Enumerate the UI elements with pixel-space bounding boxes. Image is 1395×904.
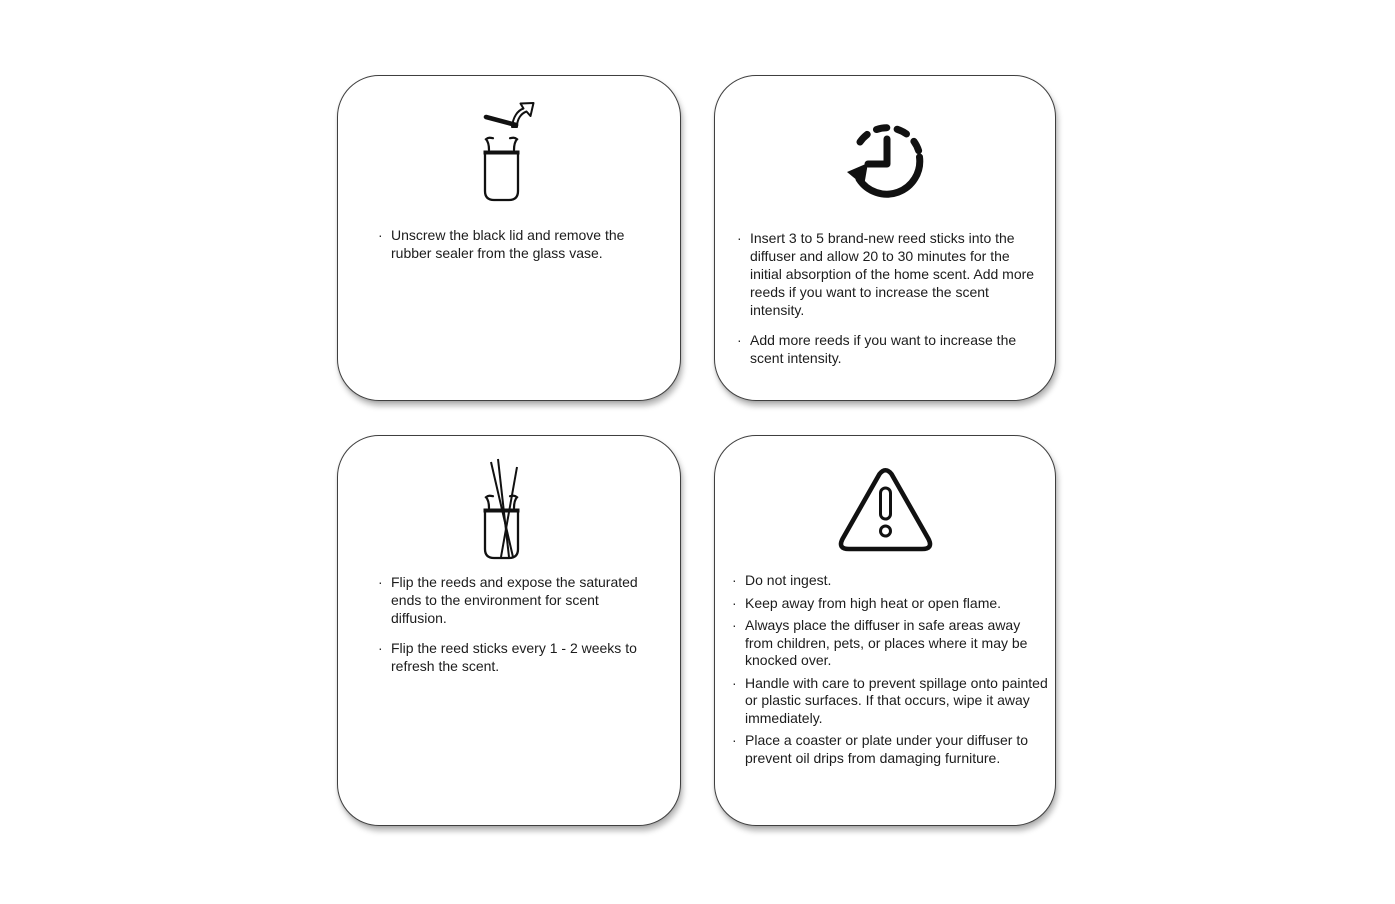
bullet-text: Flip the reeds and expose the saturated ends to the environment for scent diffusion. [391,574,638,626]
bullet-text: Place a coaster or plate under your diffuser to prevent oil drips from damaging furniture. [745,732,1029,766]
bullet-text: Flip the reed sticks every 1 - 2 weeks to refresh the scent. [391,640,637,674]
list-item [378,226,640,262]
card-insert-reeds-wait [714,75,1056,401]
list-item [732,617,1048,670]
bullet-text: Add more reeds if you want to increase the scent intensity. [750,332,1017,366]
bullet-text: Keep away from high heat or open flame. [745,594,1002,611]
bullet-text: Unscrew the black lid and remove the rubber sealer from the glass vase. [391,227,625,261]
list-item [732,572,1048,590]
list-item [732,732,1048,767]
card-open-vase [337,75,681,401]
bullet-dot: · [732,617,737,633]
bullet-dot: · [737,230,742,246]
bullet-dot: · [732,572,737,588]
list-item [737,331,1039,367]
jar-with-reeds-icon [338,458,680,560]
jar-lid-removed-icon [338,100,680,202]
list-item [732,675,1048,728]
card-safety-warnings [714,435,1056,826]
bullet-dot: · [737,332,742,348]
list-item [378,573,652,627]
bullet-dot: · [378,574,383,590]
bullet-dot: · [732,732,737,748]
card-safety-warnings-text [732,572,1048,767]
bullet-text: Always place the diffuser in safe areas away from children, pets, or places where it may be knocked over. [745,617,1028,668]
bullet-dot: · [732,594,737,611]
bullet-text: Insert 3 to 5 brand-new reed sticks into the diffuser and allow 20 to 30 minutes for the initial absorption of the home scent. Add more reeds if you want to increase the scent intensity. [750,230,1035,318]
card-open-vase-text [378,226,640,262]
list-item [737,229,1039,319]
list-item [732,595,1048,613]
bullet-dot: · [732,674,737,691]
clock-rotate-icon [715,112,1055,208]
bullet-text: Do not ingest. [745,572,832,588]
bullet-dot: · [378,227,383,243]
card-insert-reeds-text [737,229,1039,367]
bullet-dot: · [378,640,383,656]
list-item [378,639,652,675]
card-flip-reeds [337,435,681,826]
warning-triangle-icon [715,465,1055,558]
bullet-text: Handle with care to prevent spillage onto painted or plastic surfaces. If that occurs, wipe it away immediately. [745,674,1048,726]
card-flip-reeds-text [378,573,652,675]
